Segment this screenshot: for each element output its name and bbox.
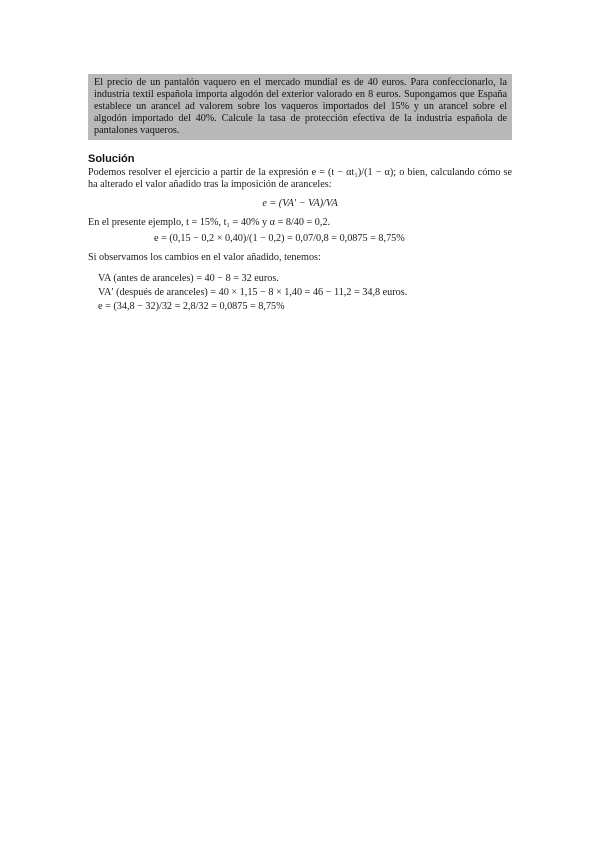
value-added-calculations <box>98 272 512 314</box>
list-item: VA′ (después de aranceles) = 40 × 1,15 − 8 × 1,40 = 46 − 11,2 = 34,8 euros. <box>98 287 408 298</box>
calculation-formula: e = (0,15 − 0,2 × 0,40)/(1 − 0,2) = 0,07/0,8 = 0,0875 = 8,75% <box>154 233 405 244</box>
formula-text: e = (VA′ − VA)/VA <box>262 198 338 209</box>
problem-statement-box <box>88 74 512 140</box>
observation-text: Si observamos los cambios en el valor añadido, tenemos: <box>88 252 321 263</box>
effective-protection-formula <box>88 198 512 209</box>
example-parameters: En el presente ejemplo, t = 15%, t₁ = 40% y α = 8/40 = 0,2. <box>88 217 331 228</box>
solution-heading: Solución <box>88 153 135 165</box>
solution-intro: Podemos resolver el ejercicio a partir de la expresión e = (t − αt₁)/(1 − α); o bien, calculando cómo se ha alterado el valor añadido tras la imposición de aranceles: <box>88 167 512 190</box>
problem-text: El precio de un pantalón vaquero en el mercado mundial es de 40 euros. Para confeccionarlo, la industria textil española importa algodón del exterior valorado en 8 euros. Supongamos que España establece un arancel ad valorem sobre los vaqueros importados del 15% y un arancel sobre el algodón importado del 40%. Calcule la tasa de protección efectiva de la industria española de pantalones vaqueros. <box>94 77 507 136</box>
list-item: VA (antes de aranceles) = 40 − 8 = 32 euros. <box>98 273 279 284</box>
list-item: e = (34,8 − 32)/32 = 2,8/32 = 0,0875 = 8,75% <box>98 301 285 312</box>
document-page <box>88 74 512 314</box>
